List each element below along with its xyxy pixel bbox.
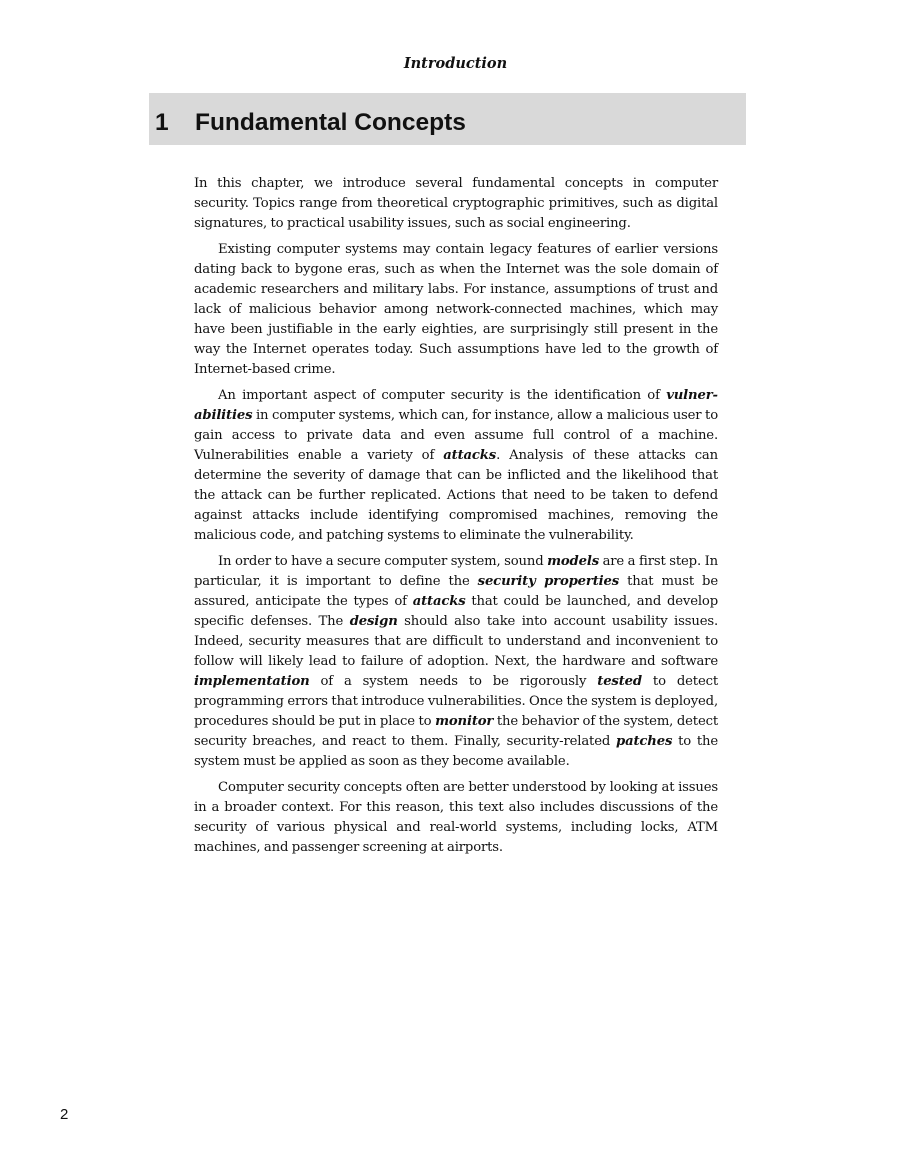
text-segment: of a system needs to be rigorously [309,674,598,689]
text-segment: Existing computer systems may contain legacy features of earlier versions dating back to bygone eras, such as when the Internet was the sole domain of academic researchers and military labs. For instance, assumptions of trust and lack of malicious behavior among network-connected machines, which may have been justifiable in the early eighties, are surprisingly still present in the way the Internet operates today. Such assumptions have led to the growth of Internet-based crime. [194,242,718,377]
text-segment: the behavior of the system, detect security breaches, and react to them. Finally, security-related [194,714,718,749]
text-segment: In this chapter, we introduce several fundamental concepts in computer security. Topics range from theoretical cryptographic primitives, such as digital signatures, to practical usability issues, such as social engineering. [194,176,718,231]
emphasized-term: design [349,614,398,629]
paragraph-1 [194,174,718,234]
chapter-title: Fundamental Concepts [195,109,466,136]
emphasized-term: models [547,554,599,569]
paragraph-3 [194,386,718,546]
paragraph-4 [194,552,718,772]
text-segment: An important aspect of computer security is the identification of [218,388,667,403]
text-segment: are a first step. In particular, it is important to define the [194,554,718,589]
emphasized-term: attacks [443,448,497,463]
text-segment: to the system must be applied as soon as they become available. [194,734,719,769]
text-segment: that could be launched, and develop specific defenses. The [194,594,718,629]
running-head: Introduction [403,55,508,72]
text-segment: Computer security concepts often are better understood by looking at issues in a broader context. For this reason, this text also includes discussions of the security of various physical and real-world systems, including locks, ATM machines, and passenger screening at airports. [194,780,718,855]
emphasized-term: vulnerabilities [194,388,718,423]
emphasized-term: monitor [435,714,494,729]
emphasized-term: implementation [194,674,310,689]
text-segment: that must be assured, anticipate the types of [194,574,718,609]
emphasized-term: attacks [412,594,466,609]
text-segment: should also take into account usability issues. Indeed, security measures that are difficult to understand and inconvenient to follow will likely lead to failure of adoption. Next, the hardware and software [194,614,719,669]
paragraph-5 [194,778,718,858]
text-segment: In order to have a secure computer system, sound [218,554,548,569]
chapter-number: 1 [155,109,169,136]
emphasized-term: tested [597,674,642,689]
emphasized-term: security properties [477,574,620,589]
text-segment: in computer systems, which can, for instance, allow a malicious user to gain access to private data and even assume full control of a machine. Vulnerabilities enable a variety of [194,408,718,463]
page-number: 2 [60,1106,69,1123]
text-segment: to detect programming errors that introduce vulnerabilities. Once the system is deployed, procedures should be put in place to [194,674,718,729]
chapter-heading [149,93,746,145]
emphasized-term: patches [616,734,673,749]
chapter-body [194,174,718,864]
text-segment: . Analysis of these attacks can determine the severity of damage that can be inflicted and the likelihood that the attack can be further replicated. Actions that need to be taken to defend against attacks include identifying compromised machines, removing the malicious code, and patching systems to eliminate the vulnerability. [194,448,718,543]
paragraph-2 [194,240,718,380]
